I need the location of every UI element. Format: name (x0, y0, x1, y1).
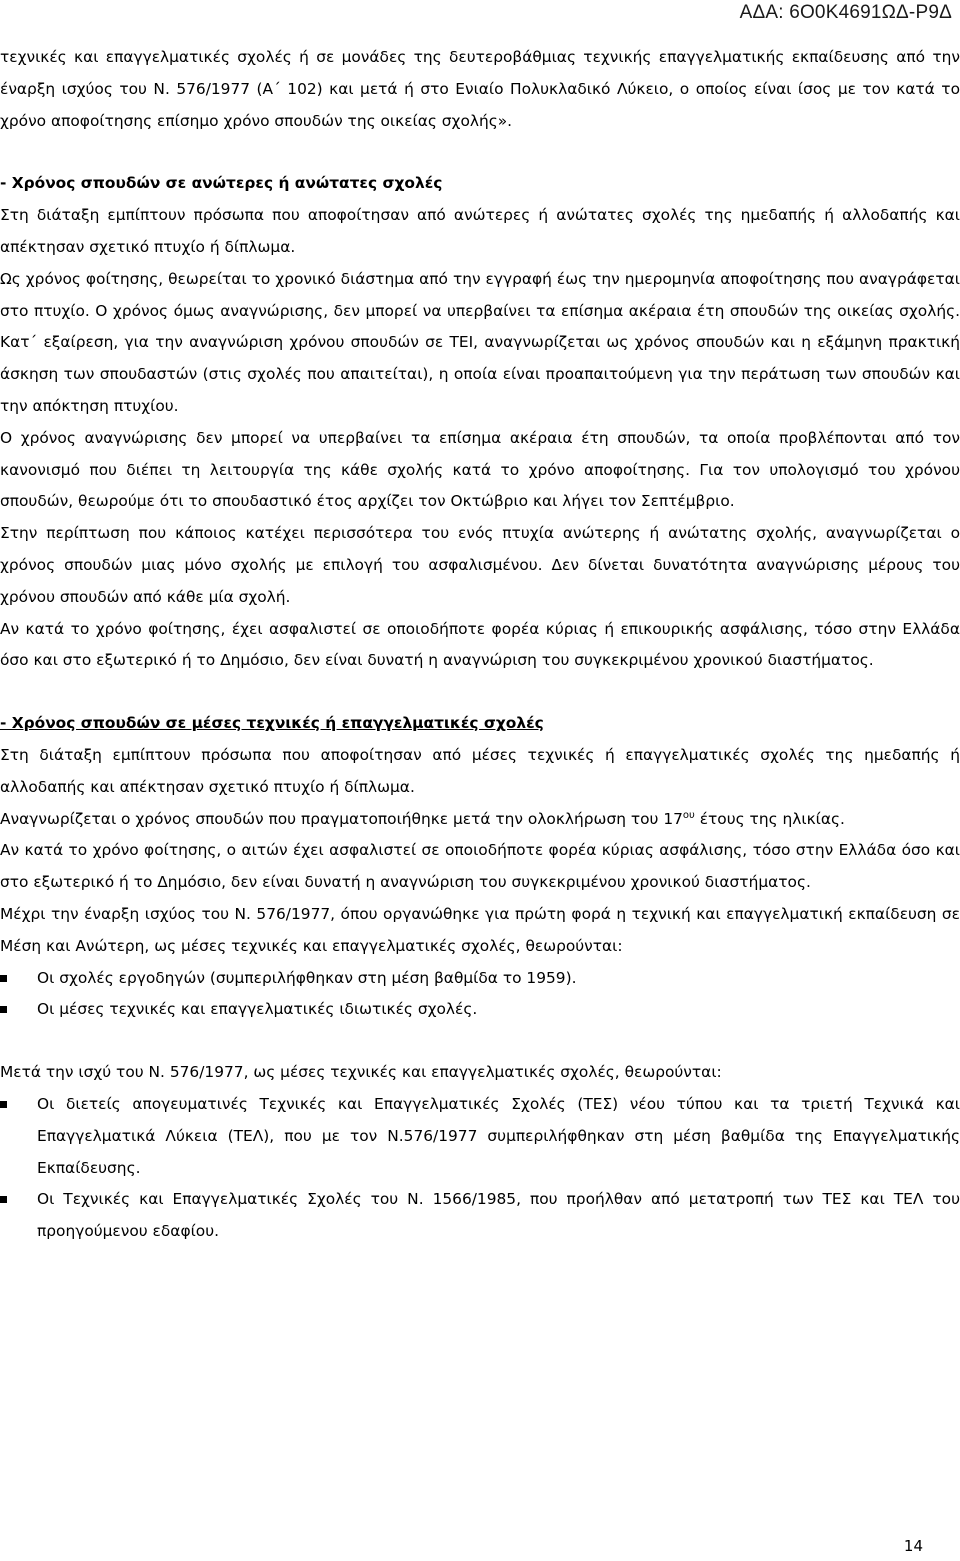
paragraph: Στη διάταξη εμπίπτουν πρόσωπα που αποφοίτησαν από ανώτερες ή ανώτατες σχολές της ημεδαπής ή αλλοδαπής και απέκτησαν σχετικό πτυχίο ή δίπλωμα. (0, 206, 960, 256)
list-item (0, 963, 960, 995)
paragraph: Στη διάταξη εμπίπτουν πρόσωπα που αποφοίτησαν από μέσες τεχνικές ή επαγγελματικές σχολές της ημεδαπής ή αλλοδαπής και απέκτησαν σχετικό πτυχίο ή δίπλωμα. (0, 745, 960, 796)
list-item (0, 1089, 960, 1184)
paragraph: Αν κατά το χρόνο φοίτησης, έχει ασφαλιστεί σε οποιοδήποτε φορέα κύριας ή επικουρικής ασφάλισης, τόσο στην Ελλάδα όσο και στο εξωτερικό ή το Δημόσιο, δεν είναι δυνατή η αναγνώριση του συγκεκριμένου χρονικού διαστήματος. (0, 619, 960, 670)
square-bullet-icon (0, 1006, 7, 1013)
square-bullet-icon (0, 1101, 7, 1108)
list-item (0, 1184, 960, 1248)
page-number: 14 (903, 1537, 923, 1555)
list-item-text: Οι διετείς απογευματινές Τεχνικές και Επαγγελματικές Σχολές (ΤΕΣ) νέου τύπου και τα τριετή Τεχνικά και Επαγγελματικά Λύκεια (ΤΕΛ), που με τον Ν.576/1977 συμπεριλήφθηκαν στη μέση βαθμίδα της Επαγγελματικής Εκπαίδευσης. (37, 1094, 960, 1177)
square-bullet-icon (0, 975, 7, 982)
paragraph: Ως χρόνος φοίτησης, θεωρείται το χρονικό διάστημα από την εγγραφή έως την ημερομηνία αποφοίτησης που αναγράφεται στο πτυχίο. Ο χρόνος όμως αναγνώρισης, δεν μπορεί να υπερβαίνει τα επίσημα ακέραια έτη σπουδών της οικείας σχολής. Κατ΄ εξαίρεση, για την αναγνώριση χρόνου σπουδών σε ΤΕΙ, αναγνωρίζεται ως χρόνος σπουδών και η εξάμηνη πρακτική άσκηση των σπουδαστών (στις σχολές που απαιτείται), η οποία είναι προαπαιτούμενη για την περάτωση των σπουδών και την απόκτηση πτυχίου. (0, 269, 960, 415)
paragraph: Στην περίπτωση που κάποιος κατέχει περισσότερα του ενός πτυχία ανώτερης ή ανώτατης σχολής, αναγνωρίζεται ο χρόνος σπουδών μιας μόνο σχολής με επιλογή του ασφαλισμένου. Δεν δίνεται δυνατότητα αναγνώρισης μέρους του χρόνου σπουδών από κάθε μία σχολή. (0, 524, 960, 606)
list-item-text: Οι σχολές εργοδηγών (συμπεριλήφθηκαν στη μέση βαθμίδα το 1959). (37, 968, 577, 987)
paragraph: Ο χρόνος αναγνώρισης δεν μπορεί να υπερβαίνει τα επίσημα ακέραια έτη σπουδών, τα οποία προβλέπονται από τον κανονισμό που διέπει τη λειτουργία της κάθε σχολής κατά το χρόνο αποφοίτησης. Για τον υπολογισμό του χρόνου σπουδών, θεωρούμε ότι το σπουδαστικό έτος αρχίζει τον Οκτώβριο και λήγει τον Σεπτέμβριο. (0, 428, 960, 511)
bullet-list-pre-576 (0, 963, 960, 1027)
ada-code: ΑΔΑ: 6Ο0Κ4691ΩΔ-Ρ9Δ (739, 2, 952, 23)
section-heading-higher-education: - Χρόνος σπουδών σε ανώτερες ή ανώτατες σχολές (0, 174, 443, 193)
section-heading-secondary-education: - Χρόνος σπουδών σε μέσες τεχνικές ή επαγγελματικές σχολές (0, 714, 544, 733)
list-item (0, 994, 960, 1026)
intro-paragraph: τεχνικές και επαγγελματικές σχολές ή σε μονάδες της δευτεροβάθμιας τεχνικής επαγγελματικής εκπαίδευσης από την έναρξη ισχύος του Ν. 576/1977 (Α΄ 102) και μετά ή στο Ενιαίο Πολυκλαδικό Λύκειο, ο οποίος είναι ίσος με τον κατά το χρόνο αποφοίτησης επίσημο χρόνο σπουδών της οικείας σχολής». (0, 48, 960, 130)
paragraph: Αν κατά το χρόνο φοίτησης, ο αιτών έχει ασφαλιστεί σε οποιοδήποτε φορέα κύριας ασφάλισης, τόσο στην Ελλάδα όσο και στο εξωτερικό ή το Δημόσιο, δεν είναι δυνατή η αναγνώριση του συγκεκριμένου χρονικού διαστήματος. (0, 841, 960, 892)
paragraph: Μέχρι την έναρξη ισχύος του Ν. 576/1977, όπου οργανώθηκε για πρώτη φορά η τεχνική και επαγγελματική εκπαίδευση σε Μέση και Ανώτερη, ως μέσες τεχνικές και επαγγελματικές σχολές, θεωρούνται: (0, 904, 960, 955)
square-bullet-icon (0, 1196, 7, 1203)
ordinal-superscript: ου (682, 809, 695, 821)
document-body (0, 42, 960, 1248)
paragraph-text: έτους της ηλικίας. (694, 809, 845, 828)
list-item-text: Οι μέσες τεχνικές και επαγγελματικές ιδιωτικές σχολές. (37, 1000, 478, 1019)
list-item-text: Οι Τεχνικές και Επαγγελματικές Σχολές του Ν. 1566/1985, που προήλθαν από μετατροπή των ΤΕΣ και ΤΕΛ του προηγούμενου εδαφίου. (37, 1190, 960, 1241)
paragraph-text: Αναγνωρίζεται ο χρόνος σπουδών που πραγματοποιήθηκε μετά την ολοκλήρωση του 17 (0, 809, 683, 828)
bullet-list-post-576 (0, 1089, 960, 1248)
paragraph: Μετά την ισχύ του Ν. 576/1977, ως μέσες τεχνικές και επαγγελματικές σχολές, θεωρούνται: (0, 1063, 722, 1082)
paragraph (0, 804, 960, 836)
